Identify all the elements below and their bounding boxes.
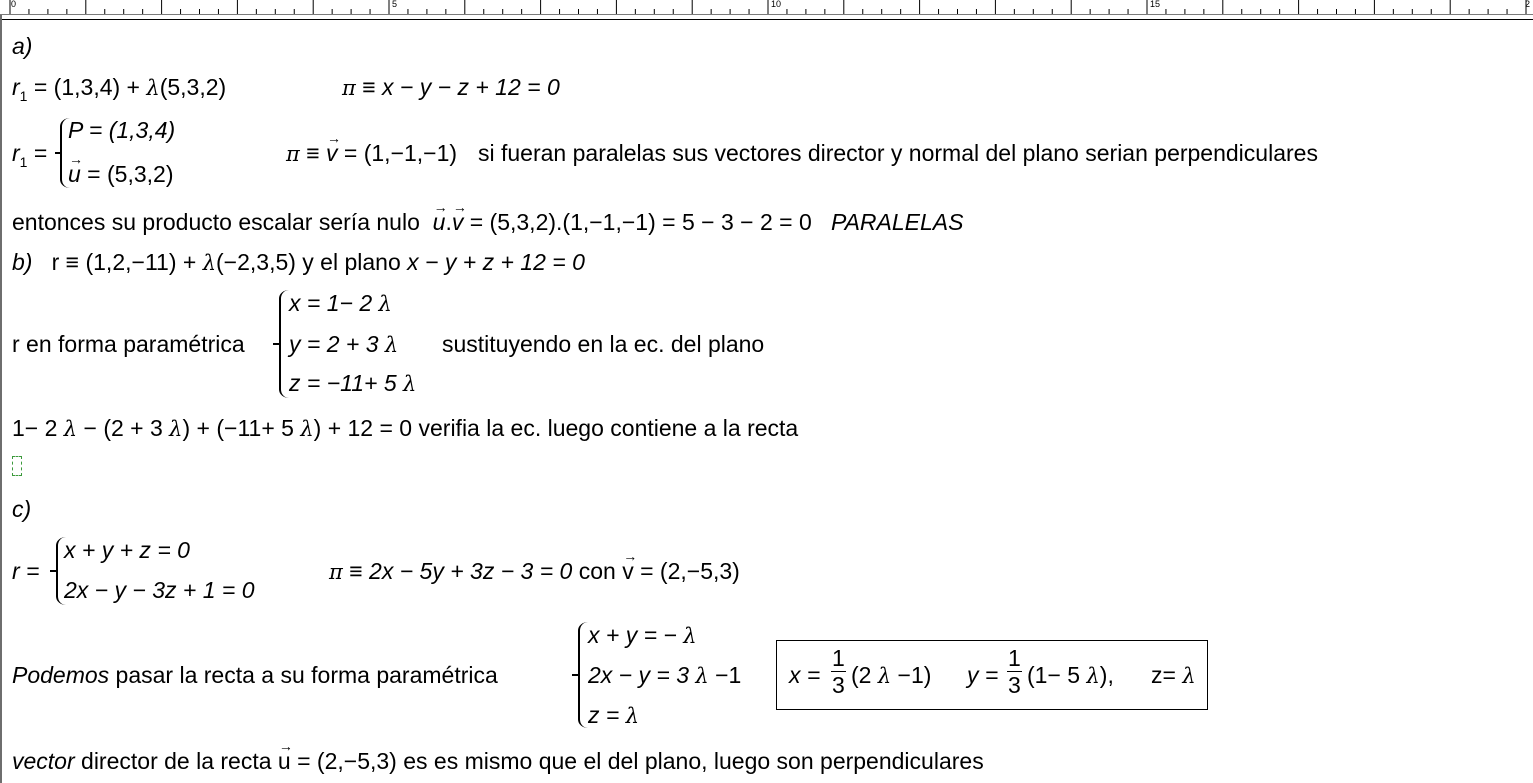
u: → u <box>433 208 446 236</box>
text: = (5,3,2).(1,−1,−1) = 5 − 3 − 2 = 0 <box>463 209 812 235</box>
text: = (2,−5,3) <box>290 748 397 774</box>
text: r ≡ (1,2,−11) + <box>51 249 203 275</box>
solution-z <box>1151 661 1196 689</box>
lambda: λ <box>1182 664 1196 688</box>
fraction-y <box>1005 645 1024 698</box>
denominator: 3 <box>1008 672 1021 698</box>
lambda: λ <box>300 417 314 441</box>
text: x = 1− 2 <box>289 290 379 316</box>
lambda: λ <box>146 76 160 100</box>
solution-x-rest <box>851 661 931 689</box>
result-paralelas: PARALELAS <box>830 209 964 235</box>
text: x + y = − <box>588 622 684 648</box>
text: 1− 2 <box>12 415 64 441</box>
text: y = <box>967 662 999 688</box>
text: −1) <box>891 662 932 688</box>
boxed-solution <box>776 640 1208 710</box>
text: −1 <box>708 662 742 688</box>
brace-tip <box>572 674 578 676</box>
point-P: P = (1,3,4) <box>68 117 176 143</box>
text: ) + 12 = 0 <box>313 415 413 441</box>
ruler-mark-15: 15 <box>1150 0 1161 9</box>
text: pasar la recta a su forma paramétrica <box>109 662 498 688</box>
sys-z <box>289 369 416 397</box>
subscript: 1 <box>19 154 28 170</box>
brace-tip <box>50 570 56 572</box>
pi: π <box>329 560 343 584</box>
vector-u <box>68 160 173 188</box>
text: (1− 5 <box>1027 662 1087 688</box>
lambda: λ <box>403 372 417 396</box>
solution-y-rest <box>1027 661 1114 689</box>
sys-y <box>289 330 398 358</box>
pi: π <box>342 76 356 100</box>
part-b-substitute: sustituyendo en la ec. del plano <box>442 331 765 357</box>
text: = (1,−1,−1) <box>337 140 458 166</box>
u: → u <box>68 160 81 188</box>
part-a-plane <box>342 73 560 101</box>
part-b-line <box>12 248 585 276</box>
var-r: r <box>12 74 20 100</box>
part-c-podemos <box>12 661 498 689</box>
numerator: 1 <box>832 645 845 671</box>
numerator: 1 <box>1008 645 1021 671</box>
text: (2 <box>851 662 878 688</box>
part-b-verify <box>12 414 798 442</box>
text: z= <box>1151 662 1183 688</box>
part-c-plane <box>329 557 740 585</box>
part-a-label: a) <box>12 33 33 59</box>
text: = (1,3,4) + <box>27 74 147 100</box>
param-eq-3 <box>588 701 639 729</box>
sys-x <box>289 289 392 317</box>
v: → v <box>622 557 634 585</box>
part-b-label: b) <box>12 249 33 275</box>
plane-equation: ≡ x − y − z + 12 = 0 <box>355 74 560 100</box>
dot: . <box>445 209 452 235</box>
text: es es mismo que el del plano, luego son perpendiculares <box>396 748 984 774</box>
ruler-mark-5: 5 <box>392 0 398 9</box>
part-c-conclusion <box>12 747 984 775</box>
param-eq-2 <box>588 661 741 689</box>
fraction-x <box>829 645 848 698</box>
part-c-r: r = <box>12 558 40 584</box>
brace-tip <box>273 343 279 345</box>
text: verifia la ec. luego contiene a la recta <box>412 415 799 441</box>
brace <box>279 290 289 398</box>
brace-tip <box>55 152 61 154</box>
plane-equation: ≡ 2x − 5y + 3z − 3 = 0 <box>342 558 573 584</box>
text: director de la recta <box>74 748 278 774</box>
subscript: 1 <box>19 88 28 104</box>
text: x = <box>789 662 821 688</box>
text: = (5,3,2) <box>80 161 174 187</box>
pi: π <box>286 142 300 166</box>
part-a-line-param <box>12 73 227 104</box>
brace <box>578 622 588 728</box>
text: = (2,−5,3) <box>633 558 740 584</box>
text: (5,3,2) <box>159 74 227 100</box>
word-vector: vector <box>12 748 75 774</box>
text: ) + (−11+ 5 <box>182 415 301 441</box>
denominator: 3 <box>832 672 845 698</box>
solution-x <box>789 661 820 689</box>
ruler-mark-0: 0 <box>11 0 17 9</box>
ruler-mark-10: 10 <box>771 0 782 9</box>
text: ≡ <box>299 140 327 166</box>
param-eq-1 <box>588 621 697 649</box>
lambda: λ <box>1086 664 1100 688</box>
text: z = −11+ 5 <box>289 370 404 396</box>
plane-equation: x − y + z + 12 = 0 <box>407 249 585 275</box>
v: → v <box>326 139 338 167</box>
text: con <box>572 558 623 584</box>
lambda: λ <box>384 333 399 357</box>
text: y = 2 + 3 <box>289 331 385 357</box>
lambda: λ <box>63 417 78 441</box>
part-c-label: c) <box>12 496 32 522</box>
lambda: λ <box>378 292 392 316</box>
ruler-mark-20: 2 <box>1525 0 1531 9</box>
text: = <box>27 140 48 166</box>
lambda: λ <box>695 664 709 688</box>
part-a-explanation: si fueran paralelas sus vectores director y normal del plano serian perpendiculares <box>478 140 1318 166</box>
text: 2x − y = 3 <box>588 662 696 688</box>
lambda: λ <box>202 251 216 275</box>
lambda: λ <box>169 417 183 441</box>
lambda: λ <box>877 664 892 688</box>
text: entonces su producto escalar sería nulo <box>12 209 420 235</box>
text: (−2,3,5) <box>216 249 296 275</box>
u: → u <box>278 747 291 775</box>
word-podemos: Podemos <box>12 662 110 688</box>
lambda: λ <box>625 704 640 728</box>
text: − (2 + 3 <box>77 415 170 441</box>
text: z = <box>588 702 626 728</box>
part-b-param-label: r en forma paramétrica <box>12 331 245 357</box>
lambda: λ <box>683 624 697 648</box>
var-r: r <box>12 140 20 166</box>
part-a-r1 <box>12 139 48 170</box>
part-a-scalar <box>12 208 963 236</box>
normal-vector <box>286 139 457 167</box>
text-cursor-placeholder[interactable] <box>12 456 22 476</box>
text: ), <box>1099 662 1114 688</box>
solution-y <box>967 661 998 689</box>
v: → v <box>452 208 464 236</box>
implicit-eq-1: x + y + z = 0 <box>64 537 190 563</box>
text: y el plano <box>295 249 408 275</box>
implicit-eq-2: 2x − y − 3z + 1 = 0 <box>64 577 255 603</box>
